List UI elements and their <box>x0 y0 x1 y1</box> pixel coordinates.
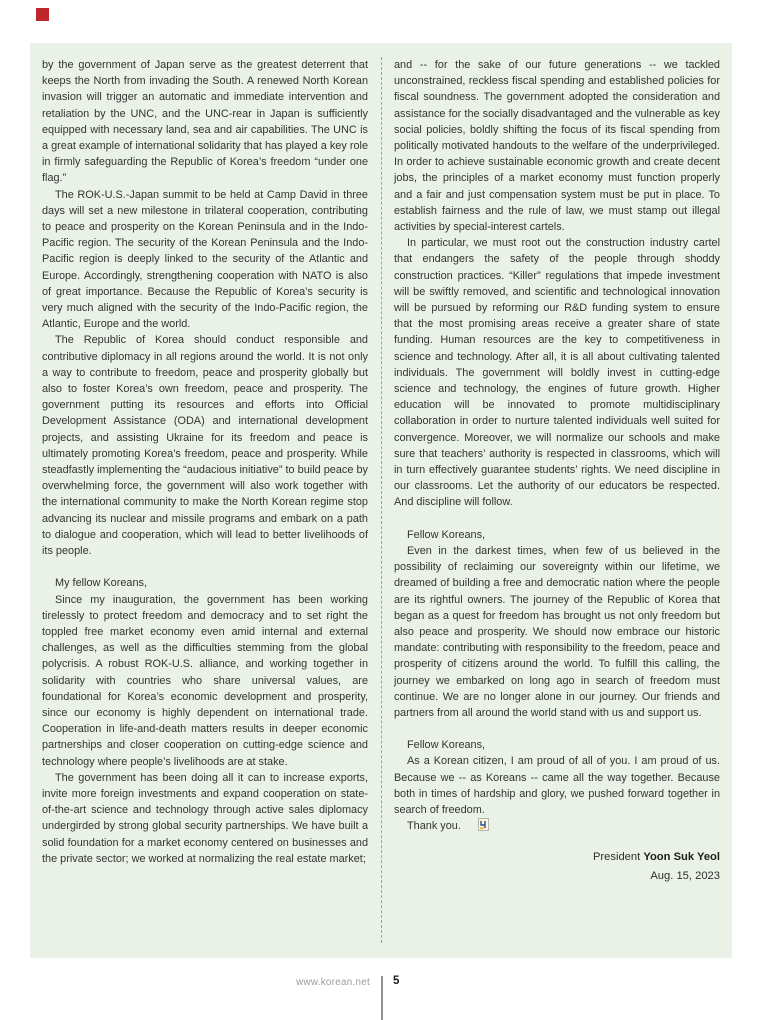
korean-net-endmark-icon <box>465 818 489 836</box>
column-divider <box>381 57 382 943</box>
footer-site-url: www.korean.net <box>296 977 370 988</box>
closing-line <box>394 818 720 836</box>
red-section-marker <box>36 8 49 21</box>
signature-line <box>394 848 720 867</box>
signer-name: Yoon Suk Yeol <box>643 851 720 864</box>
salutation: Fellow Koreans, <box>407 739 486 752</box>
paragraph: by the government of Japan serve as the greatest deterrent that keeps the North from invading the South. A renewed North Korean invasion will trigger an automatic and immediate intervention and retaliation by the UNC, and the UNC-rear in Japan is sufficiently equipped with necessary land, sea and air capabilities. The UNC is a great example of international solidarity that has played a key role in firmly safeguarding the Republic of Korea’s freedom “under one flag.” <box>42 59 368 185</box>
left-column <box>42 57 368 867</box>
salutation: My fellow Koreans, <box>55 577 148 590</box>
paragraph: The Republic of Korea should conduct responsible and contributive diplomacy in all regions around the world. It is not only a way to contribute to freedom, peace and prosperity globally but also to foster Korea’s own freedom, peace and prosperity. The government putting its resources and efforts into Official Development Assistance (ODA) and international development projects, and assisting Ukraine for its freedom and peace is ultimately promoting Korea’s freedom, peace and prosperity. While steadfastly implementing the “audacious initiative” to build peace by overwhelming force, the government will also work together with the international community to make the North Korean regime stop advancing its nuclear and missile programs and embark on a path to dialogue and cooperation, which will lead to better livelihoods of its people. <box>42 334 368 558</box>
paragraph: and -- for the sake of our future generations -- we tackled unconstrained, reckless fiscal spending and established policies for fiscal soundness. The government adopted the consideration and assistance for the socially disadvantaged and the vulnerable as key social policies, boldly shifting the focus of its fiscal spending from politically motivated handouts to the welfare of the underprivileged. In order to achieve sustainable economic growth and create decent jobs, the principles of a market economy must function properly and a fair and just compensation system must be put in place. To establish fairness and the rule of law, we must stamp out illegal activities by special-interest cartels. <box>394 59 720 234</box>
signature-date: Aug. 15, 2023 <box>650 870 720 883</box>
footer-page-number: 5 <box>393 975 400 987</box>
paragraph: Even in the darkest times, when few of us believed in the possibility of reclaiming our sovereignty within our lifetime, we dreamed of building a free and democratic nation where the people are its rightful owners. The journey of the Republic of Korea that began as a quest for freedom has brought us not only freedom but also peace and prosperity. We should now embrace our historic mandate: contributing with responsibility to the freedom, peace and prosperity of citizens around the world. To fulfill this calling, the journey we embarked on long ago in search of freedom must continue. We are no longer alone in our journey. Our friends and partners from all around the world stand with us and support us. <box>394 544 720 719</box>
paragraph: In particular, we must root out the construction industry cartel that endangers the safety of the people through shoddy construction practices. “Killer” regulations that impede investment will be swiftly removed, and scientific and technological innovation will be pursued by reforming our R&D funding system to ensure that the most promising areas receive a greater share of state funding. Human resources are the key to competitiveness in science and technology. After all, it is all about cultivating talented individuals. The government will boldly invest in cutting-edge science and technology, the engines of future growth. Higher education will be innovated to promote multidisciplinary collaboration in order to nurture talented individuals well suited for convergence. Moreover, we will normalize our schools and make sure that teachers’ authority is respected in classrooms, which will in turn effectively guarantee students’ rights. We need discipline in our classrooms. Let the authority of our educators be respected. And discipline will follow. <box>394 237 720 509</box>
paragraph: The ROK-U.S.-Japan summit to be held at Camp David in three days will set a new milestone in trilateral cooperation, contributing to peace and prosperity on the Korean Peninsula and in the Indo-Pacific region. The security of the Korean Peninsula and the Indo-Pacific region is deeply linked to the security of the Atlantic and Europe. Accordingly, strengthening cooperation with NATO is also of great importance. Because the Republic of Korea’s security is very much aligned with the security of the Indo-Pacific region, the Atlantic, Europe and the world. <box>42 188 368 331</box>
salutation: Fellow Koreans, <box>407 528 486 541</box>
footer-divider-bar <box>381 976 383 1020</box>
paragraph: As a Korean citizen, I am proud of all of you. I am proud of us. Because we -- as Koreans -- came all the way together. Because both in times of hardship and glory, we pushed forward together in search of freedom. <box>394 755 720 816</box>
paragraph: Since my inauguration, the government has been working tirelessly to protect freedom and democracy and to set right the toppled free market economy even amid internal and external challenges, as well as the difficulties stemming from the global polycrisis. A robust ROK-U.S. alliance, and working together in solidarity with countries who share universal values, are foundational for Korea’s economic development and prosperity, since our economy is highly dependent on international trade. Cooperation in life-and-death matters results in deeper economic partnerships and closer cooperation on cutting-edge science and technology where people’s livelihoods are at stake. <box>42 593 368 768</box>
signature-block <box>394 848 720 886</box>
signer-title: President <box>592 851 641 864</box>
paragraph: The government has been doing all it can to increase exports, invite more foreign investments and expand cooperation on state-of-the-art science and technology through active sales diplomacy undergirded by strong global security partnerships. We have built a solid foundation for a market economy centered on businesses and the private sector; we worked at normalizing the real estate market; <box>42 771 368 865</box>
closing-text: Thank you. <box>407 820 461 833</box>
right-column <box>394 57 720 886</box>
